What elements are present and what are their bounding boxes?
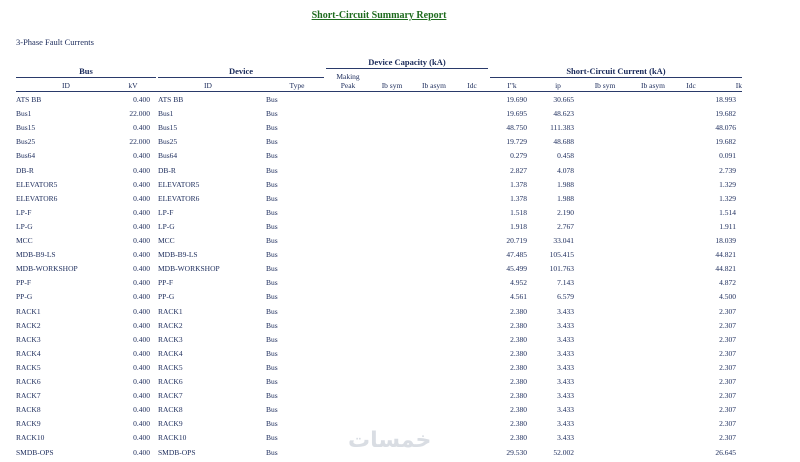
cell-device-type: Bus xyxy=(266,391,278,401)
cell-device-id: RACK2 xyxy=(158,320,183,330)
table-row xyxy=(0,109,800,123)
cell-sc-ip: 6.579 xyxy=(557,292,574,302)
cell-sc-ik: 4.500 xyxy=(719,292,736,302)
col-sc-ik: Ik xyxy=(735,81,742,90)
cell-device-id: LP-G xyxy=(158,221,175,231)
cell-device-type: Bus xyxy=(266,109,278,119)
cell-device-type: Bus xyxy=(266,348,278,358)
cell-bus-kv: 0.400 xyxy=(133,447,150,457)
group-bus: Bus xyxy=(79,66,93,76)
cell-sc-ik-initial: 2.380 xyxy=(510,320,527,330)
col-sc-ik-initial: I"k xyxy=(507,81,517,90)
cell-device-type: Bus xyxy=(266,207,278,217)
cell-sc-ip: 48.623 xyxy=(553,109,574,119)
cell-device-id: DB-R xyxy=(158,165,176,175)
cell-sc-ip: 105.415 xyxy=(549,250,574,260)
cell-device-id: MDB-B9-LS xyxy=(158,250,198,260)
cell-bus-id: MDB-WORKSHOP xyxy=(16,264,78,274)
cell-device-id: Bus64 xyxy=(158,151,178,161)
cell-device-type: Bus xyxy=(266,95,278,104)
table-row xyxy=(0,180,800,194)
cell-sc-ik-initial: 1.378 xyxy=(510,193,527,203)
watermark-logo: خمسات xyxy=(348,428,432,453)
cell-sc-ik: 18.993 xyxy=(715,95,736,104)
cell-sc-ik: 19.682 xyxy=(715,137,736,147)
cell-device-type: Bus xyxy=(266,123,278,133)
cell-bus-id: RACK5 xyxy=(16,362,41,372)
cell-bus-kv: 0.400 xyxy=(133,264,150,274)
cell-device-id: RACK4 xyxy=(158,348,183,358)
col-device-type: Type xyxy=(289,81,305,90)
cell-device-id: RACK5 xyxy=(158,362,183,372)
cell-sc-ik-initial: 0.279 xyxy=(510,151,527,161)
cell-bus-id: RACK6 xyxy=(16,377,41,386)
cell-sc-ik-initial: 2.380 xyxy=(510,348,527,358)
cell-device-id: Bus1 xyxy=(158,109,174,119)
cell-sc-ik: 2.307 xyxy=(719,377,736,386)
cell-device-type: Bus xyxy=(266,362,278,372)
cell-bus-kv: 0.400 xyxy=(133,151,150,161)
table-row xyxy=(0,321,800,335)
cell-sc-ik: 4.872 xyxy=(719,278,736,288)
cell-bus-id: DB-R xyxy=(16,165,34,175)
cell-bus-kv: 0.400 xyxy=(133,433,150,443)
cell-sc-ik: 1.911 xyxy=(719,221,736,231)
cell-device-type: Bus xyxy=(266,278,278,288)
cell-sc-ip: 3.433 xyxy=(557,306,574,316)
cell-bus-id: PP-G xyxy=(16,292,33,302)
section-heading: 3-Phase Fault Currents xyxy=(16,37,94,47)
cell-sc-ik-initial: 4.561 xyxy=(510,292,527,302)
cell-sc-ik: 2.307 xyxy=(719,348,736,358)
cell-bus-id: MDB-B9-LS xyxy=(16,250,56,260)
cell-sc-ik: 1.514 xyxy=(719,207,736,217)
cell-sc-ik-initial: 2.380 xyxy=(510,419,527,429)
cell-bus-kv: 0.400 xyxy=(133,320,150,330)
col-bus-id: ID xyxy=(62,81,70,90)
cell-sc-ip: 3.433 xyxy=(557,377,574,386)
cell-device-type: Bus xyxy=(266,193,278,203)
cell-sc-ik: 44.821 xyxy=(715,264,736,274)
cell-device-type: Bus xyxy=(266,151,278,161)
cell-device-type: Bus xyxy=(266,250,278,260)
cell-bus-kv: 0.400 xyxy=(133,391,150,401)
cell-sc-ik-initial: 2.380 xyxy=(510,391,527,401)
cell-bus-id: LP-G xyxy=(16,221,33,231)
cell-device-id: MDB-WORKSHOP xyxy=(158,264,220,274)
cell-bus-kv: 22.000 xyxy=(129,137,150,147)
cell-device-type: Bus xyxy=(266,419,278,429)
cell-device-type: Bus xyxy=(266,320,278,330)
table-row xyxy=(0,222,800,236)
cell-sc-ip: 48.688 xyxy=(553,137,574,147)
cell-bus-kv: 0.400 xyxy=(133,165,150,175)
table-row xyxy=(0,137,800,151)
cell-bus-id: Bus25 xyxy=(16,137,36,147)
table-row xyxy=(0,307,800,321)
col-making-label: Making xyxy=(336,72,360,81)
cell-sc-ik-initial: 19.695 xyxy=(506,109,527,119)
cell-bus-kv: 0.400 xyxy=(133,95,150,104)
cell-bus-id: SMDB-OPS xyxy=(16,447,54,457)
cell-bus-kv: 0.400 xyxy=(133,221,150,231)
cell-bus-kv: 0.400 xyxy=(133,292,150,302)
group-device: Device xyxy=(228,66,254,76)
cell-bus-id: LP-F xyxy=(16,207,32,217)
cell-sc-ik: 2.307 xyxy=(719,334,736,344)
cell-sc-ip: 101.763 xyxy=(549,264,574,274)
cell-bus-id: ELEVATOR5 xyxy=(16,179,58,189)
table-row xyxy=(0,264,800,278)
cell-sc-ip: 3.433 xyxy=(557,433,574,443)
cell-device-id: RACK9 xyxy=(158,419,183,429)
cell-bus-id: RACK4 xyxy=(16,348,41,358)
cell-device-id: MCC xyxy=(158,236,175,245)
table-row xyxy=(0,349,800,363)
cell-device-id: RACK10 xyxy=(158,433,187,443)
table-row xyxy=(0,391,800,405)
rule-header-bottom xyxy=(16,91,742,92)
cell-device-id: Bus15 xyxy=(158,123,178,133)
col-sc-idc: Idc xyxy=(686,81,696,90)
table-row xyxy=(0,95,800,109)
cell-sc-ip: 30.665 xyxy=(553,95,574,104)
cell-sc-ip: 4.078 xyxy=(557,165,574,175)
cell-sc-ik-initial: 29.530 xyxy=(506,447,527,457)
cell-device-id: PP-G xyxy=(158,292,175,302)
cell-sc-ip: 1.988 xyxy=(557,179,574,189)
cell-sc-ip: 111.383 xyxy=(550,123,574,133)
cell-sc-ik: 26.645 xyxy=(715,447,736,457)
rule-device xyxy=(158,77,324,78)
cell-sc-ip: 3.433 xyxy=(557,391,574,401)
cell-bus-kv: 0.400 xyxy=(133,377,150,386)
rule-short-circuit xyxy=(490,77,742,78)
rule-bus xyxy=(16,77,156,78)
col-cap-ib-sym: Ib sym xyxy=(381,81,403,90)
cell-sc-ik-initial: 45.499 xyxy=(506,264,527,274)
table-row xyxy=(0,151,800,165)
cell-bus-kv: 0.400 xyxy=(133,419,150,429)
cell-device-type: Bus xyxy=(266,165,278,175)
cell-bus-id: MCC xyxy=(16,236,33,245)
table-row xyxy=(0,236,800,250)
cell-sc-ik-initial: 47.485 xyxy=(506,250,527,260)
cell-sc-ik-initial: 19.690 xyxy=(506,95,527,104)
cell-bus-kv: 0.400 xyxy=(133,250,150,260)
cell-sc-ip: 7.143 xyxy=(557,278,574,288)
table-row xyxy=(0,278,800,292)
group-short-circuit-current: Short-Circuit Current (kA) xyxy=(566,66,666,76)
cell-bus-kv: 0.400 xyxy=(133,278,150,288)
cell-sc-ik: 2.307 xyxy=(719,306,736,316)
col-sc-ip: ip xyxy=(555,81,561,90)
cell-sc-ik-initial: 4.952 xyxy=(510,278,527,288)
cell-bus-id: RACK7 xyxy=(16,391,41,401)
cell-sc-ik: 18.039 xyxy=(715,236,736,245)
cell-device-id: RACK7 xyxy=(158,391,183,401)
cell-bus-id: RACK8 xyxy=(16,405,41,415)
cell-sc-ik: 1.329 xyxy=(719,179,736,189)
cell-device-id: PP-F xyxy=(158,278,174,288)
cell-sc-ik: 2.307 xyxy=(719,391,736,401)
col-cap-ib-asym: Ib asym xyxy=(422,81,446,90)
cell-bus-id: RACK9 xyxy=(16,419,41,429)
table-row xyxy=(0,405,800,419)
cell-bus-kv: 0.400 xyxy=(133,348,150,358)
table-row xyxy=(0,250,800,264)
cell-bus-id: RACK10 xyxy=(16,433,45,443)
cell-device-type: Bus xyxy=(266,221,278,231)
cell-bus-kv: 0.400 xyxy=(133,362,150,372)
col-sc-ib-asym: Ib asym xyxy=(641,81,665,90)
cell-bus-kv: 0.400 xyxy=(133,405,150,415)
cell-sc-ip: 33.041 xyxy=(553,236,574,245)
cell-device-id: LP-F xyxy=(158,207,174,217)
cell-bus-id: RACK3 xyxy=(16,334,41,344)
cell-bus-id: Bus1 xyxy=(16,109,32,119)
table-row xyxy=(0,292,800,306)
cell-device-id: SMDB-OPS xyxy=(158,447,196,457)
cell-sc-ik-initial: 1.918 xyxy=(510,221,527,231)
report-title: Short-Circuit Summary Report xyxy=(311,10,447,21)
cell-device-id: RACK6 xyxy=(158,377,183,386)
cell-sc-ip: 3.433 xyxy=(557,348,574,358)
cell-sc-ip: 1.988 xyxy=(557,193,574,203)
cell-bus-kv: 0.400 xyxy=(133,123,150,133)
cell-bus-id: PP-F xyxy=(16,278,32,288)
cell-bus-id: Bus15 xyxy=(16,123,36,133)
cell-sc-ip: 52.002 xyxy=(553,447,574,457)
cell-sc-ik: 44.821 xyxy=(715,250,736,260)
table-row xyxy=(0,377,800,391)
col-bus-kv: kV xyxy=(128,81,138,90)
cell-bus-id: RACK2 xyxy=(16,320,41,330)
table-row xyxy=(0,123,800,137)
cell-sc-ik: 2.307 xyxy=(719,419,736,429)
group-device-capacity: Device Capacity (kA) xyxy=(368,57,446,67)
cell-sc-ip: 2.190 xyxy=(557,207,574,217)
cell-device-type: Bus xyxy=(266,334,278,344)
cell-device-type: Bus xyxy=(266,137,278,147)
cell-sc-ip: 3.433 xyxy=(557,405,574,415)
cell-device-id: RACK8 xyxy=(158,405,183,415)
cell-sc-ik: 2.739 xyxy=(719,165,736,175)
cell-sc-ik: 0.091 xyxy=(719,151,736,161)
cell-sc-ip: 3.433 xyxy=(557,362,574,372)
table-row xyxy=(0,363,800,377)
cell-sc-ik: 48.076 xyxy=(715,123,736,133)
cell-bus-id: ATS BB xyxy=(16,95,42,104)
rule-capacity xyxy=(326,68,488,69)
cell-sc-ip: 3.433 xyxy=(557,419,574,429)
cell-sc-ik: 2.307 xyxy=(719,320,736,330)
cell-sc-ik-initial: 48.750 xyxy=(506,123,527,133)
cell-sc-ik-initial: 1.378 xyxy=(510,179,527,189)
cell-sc-ik-initial: 2.380 xyxy=(510,433,527,443)
cell-sc-ip: 0.458 xyxy=(557,151,574,161)
cell-device-id: RACK1 xyxy=(158,306,183,316)
cell-sc-ik-initial: 2.380 xyxy=(510,334,527,344)
cell-bus-kv: 0.400 xyxy=(133,179,150,189)
cell-sc-ik-initial: 19.729 xyxy=(506,137,527,147)
cell-device-id: ELEVATOR5 xyxy=(158,179,200,189)
cell-sc-ik-initial: 1.518 xyxy=(510,207,527,217)
cell-sc-ik-initial: 2.380 xyxy=(510,362,527,372)
cell-bus-kv: 0.400 xyxy=(133,207,150,217)
cell-device-id: ELEVATOR6 xyxy=(158,193,200,203)
table-row xyxy=(0,194,800,208)
cell-device-type: Bus xyxy=(266,433,278,443)
table-row xyxy=(0,166,800,180)
cell-sc-ik-initial: 2.380 xyxy=(510,405,527,415)
cell-device-type: Bus xyxy=(266,236,278,245)
cell-bus-kv: 0.400 xyxy=(133,306,150,316)
cell-sc-ik-initial: 2.380 xyxy=(510,377,527,386)
cell-sc-ik-initial: 20.719 xyxy=(506,236,527,245)
table-row xyxy=(0,335,800,349)
table-row xyxy=(0,208,800,222)
cell-bus-kv: 22.000 xyxy=(129,109,150,119)
cell-bus-id: RACK1 xyxy=(16,306,41,316)
cell-sc-ip: 3.433 xyxy=(557,320,574,330)
cell-device-type: Bus xyxy=(266,405,278,415)
cell-device-type: Bus xyxy=(266,179,278,189)
col-sc-ib-sym: Ib sym xyxy=(594,81,616,90)
cell-sc-ip: 2.767 xyxy=(557,221,574,231)
cell-device-type: Bus xyxy=(266,306,278,316)
col-making-peak: Peak xyxy=(340,81,356,90)
cell-sc-ik: 2.307 xyxy=(719,433,736,443)
cell-device-type: Bus xyxy=(266,447,278,457)
cell-bus-kv: 0.400 xyxy=(133,193,150,203)
cell-bus-kv: 0.400 xyxy=(133,334,150,344)
cell-bus-id: ELEVATOR6 xyxy=(16,193,58,203)
cell-device-id: ATS BB xyxy=(158,95,184,104)
cell-bus-id: Bus64 xyxy=(16,151,36,161)
cell-sc-ik: 19.682 xyxy=(715,109,736,119)
cell-device-id: Bus25 xyxy=(158,137,178,147)
cell-sc-ip: 3.433 xyxy=(557,334,574,344)
cell-sc-ik: 2.307 xyxy=(719,362,736,372)
col-cap-idc: Idc xyxy=(467,81,477,90)
cell-sc-ik-initial: 2.380 xyxy=(510,306,527,316)
cell-bus-kv: 0.400 xyxy=(133,236,150,245)
cell-device-type: Bus xyxy=(266,292,278,302)
cell-sc-ik-initial: 2.827 xyxy=(510,165,527,175)
col-device-id: ID xyxy=(204,81,212,90)
cell-sc-ik: 1.329 xyxy=(719,193,736,203)
cell-device-type: Bus xyxy=(266,377,278,386)
cell-device-type: Bus xyxy=(266,264,278,274)
cell-sc-ik: 2.307 xyxy=(719,405,736,415)
cell-device-id: RACK3 xyxy=(158,334,183,344)
